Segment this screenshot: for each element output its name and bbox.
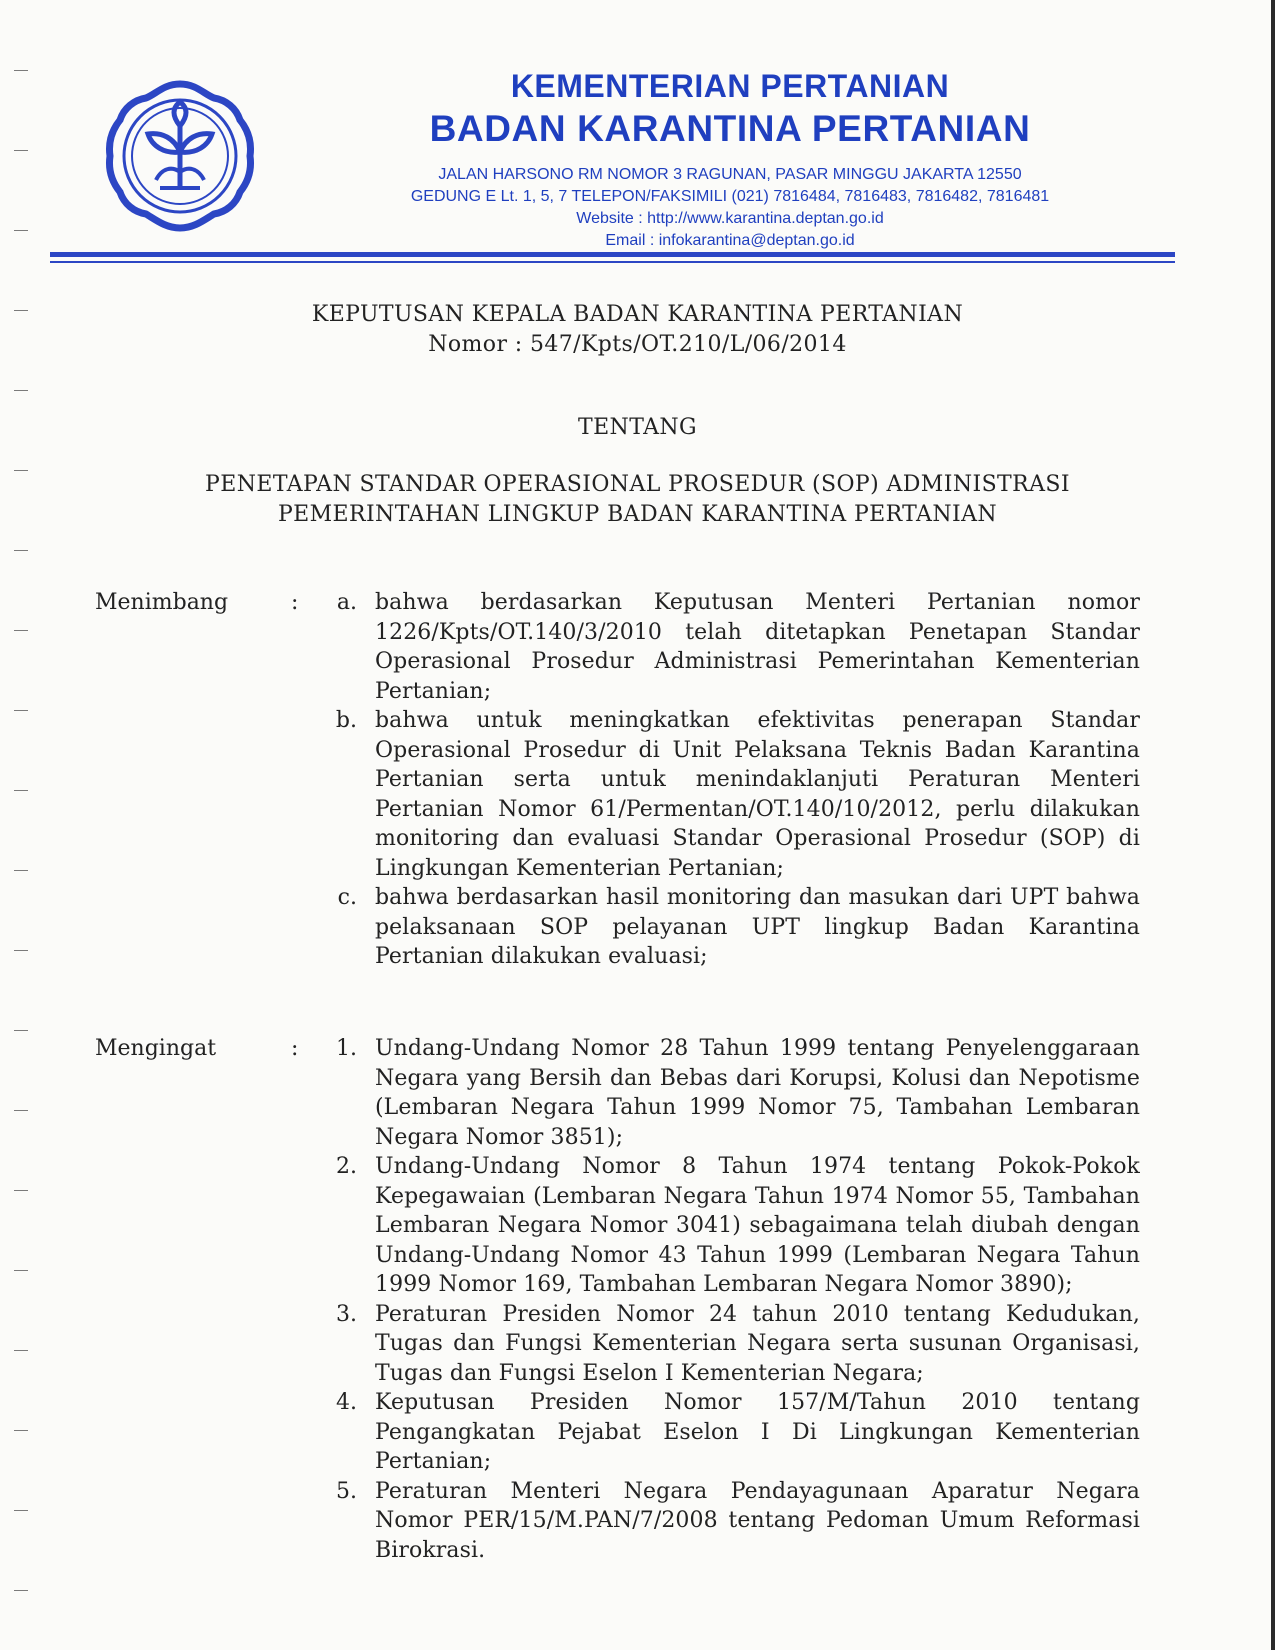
decree-subject-line-1: PENETAPAN STANDAR OPERASIONAL PROSEDUR (SOP) ADMINISTRASI: [205, 472, 1070, 497]
ministry-name: KEMENTERIAN PERTANIAN: [510, 68, 950, 104]
agency-name: BADAN KARANTINA PERTANIAN: [429, 108, 1031, 149]
item-text: Peraturan Presiden Nomor 24 tahun 2010 tentang Kedudukan, Tugas dan Fungsi Kementerian Negara serta susunan Organisasi, Tugas dan Fungsi Eselon I Kementerian Negara;: [375, 1301, 1140, 1386]
menimbang-item: [317, 883, 1140, 972]
address-line-2: GEDUNG E Lt. 1, 5, 7 TELEPON/FAKSIMILI (021) 7816484, 7816483, 7816482, 7816481: [410, 188, 1050, 205]
mengingat-item: [317, 1300, 1140, 1389]
email-line: Email : infokarantina@deptan.go.id: [605, 232, 855, 249]
mengingat-item: [317, 1034, 1140, 1152]
menimbang-label: Menimbang: [95, 590, 229, 615]
item-text: Undang-Undang Nomor 8 Tahun 1974 tentang Pokok-Pokok Kepegawaian (Lembaran Negara Tahun 1974 Nomor 55, Tambahan Lembaran Negara Nomor 3041) sebagaimana telah diubah dengan Undang-Undang Nomor 43 Tahun 1999 (Lembaran Negara Tahun 1999 Nomor 169, Tambahan Lembaran Negara Nomor 3890);: [375, 1154, 1140, 1297]
mengingat-item: [317, 1477, 1140, 1566]
decree-subject-line-2: PEMERINTAHAN LINGKUP BADAN KARANTINA PERTANIAN: [277, 502, 998, 527]
menimbang-items: [317, 588, 1140, 972]
address-line-1: JALAN HARSONO RM NOMOR 3 RAGUNAN, PASAR MINGGU JAKARTA 12550: [438, 166, 1022, 183]
item-marker: 4.: [336, 1390, 357, 1415]
item-marker: c.: [337, 885, 357, 910]
item-text: bahwa untuk meningkatkan efektivitas penerapan Standar Operasional Prosedur di Unit Pelaksana Teknis Badan Karantina Pertanian serta untuk menindaklanjuti Peraturan Menteri Pertanian Nomor 61/Permentan/OT.140/10/2012, perlu dilakukan monitoring dan evaluasi Standar Operasional Prosedur (SOP) di Lingkungan Kementerian Pertanian;: [375, 708, 1140, 881]
item-marker: 5.: [336, 1478, 357, 1504]
organization-block: [290, 66, 1170, 252]
decree-number: Nomor : 547/Kpts/OT.210/L/06/2014: [428, 332, 847, 357]
mengingat-label: Mengingat: [95, 1036, 217, 1061]
item-text: Keputusan Presiden Nomor 157/M/Tahun 2010 tentang Pengangkatan Pejabat Eselon I Di Lingkungan Kementerian Pertanian;: [375, 1390, 1140, 1474]
mengingat-item: [317, 1152, 1140, 1300]
letterhead-rule-thin: [50, 261, 1175, 263]
margin-tick-marks: [14, 60, 34, 1620]
item-marker: 3.: [336, 1301, 357, 1327]
decree-title: KEPUTUSAN KEPALA BADAN KARANTINA PERTANIAN: [311, 302, 964, 327]
item-marker: 1.: [336, 1036, 357, 1061]
letterhead: [100, 66, 1175, 266]
scan-right-edge: [1271, 0, 1275, 1650]
mengingat-items: [317, 1034, 1140, 1565]
menimbang-item: [317, 706, 1140, 883]
decree-about: TENTANG: [578, 415, 697, 440]
item-marker: a.: [336, 590, 357, 615]
item-marker: 2.: [336, 1154, 357, 1179]
item-text: bahwa berdasarkan Keputusan Menteri Pertanian nomor 1226/Kpts/OT.140/3/2010 telah ditetapkan Penetapan Standar Operasional Prosedur Administrasi Pemerintahan Kementerian Pertanian;: [375, 590, 1140, 704]
ministry-agriculture-emblem-icon: [100, 76, 260, 236]
item-text: Undang-Undang Nomor 28 Tahun 1999 tentang Penyelenggaraan Negara yang Bersih dan Bebas dari Korupsi, Kolusi dan Nepotisme (Lembaran Negara Tahun 1999 Nomor 75, Tambahan Lembaran Negara Nomor 3851);: [375, 1036, 1140, 1150]
mengingat-colon: :: [291, 1036, 299, 1061]
decree-heading: [0, 300, 1275, 360]
menimbang-item: [317, 588, 1140, 706]
website-line: Website : http://www.karantina.deptan.go.id: [576, 210, 884, 227]
mengingat-item: [317, 1388, 1140, 1477]
letterhead-rule-thick: [50, 252, 1175, 257]
item-marker: b.: [335, 708, 357, 733]
item-text: bahwa berdasarkan hasil monitoring dan masukan dari UPT bahwa pelaksanaan SOP pelayanan UPT lingkup Badan Karantina Pertanian dilakukan evaluasi;: [375, 885, 1140, 969]
menimbang-colon: :: [291, 590, 299, 615]
decree-subject: [0, 470, 1275, 530]
item-text: Peraturan Menteri Negara Pendayagunaan Aparatur Negara Nomor PER/15/M.PAN/7/2008 tentang Pedoman Umum Reformasi Birokrasi.: [375, 1478, 1140, 1563]
